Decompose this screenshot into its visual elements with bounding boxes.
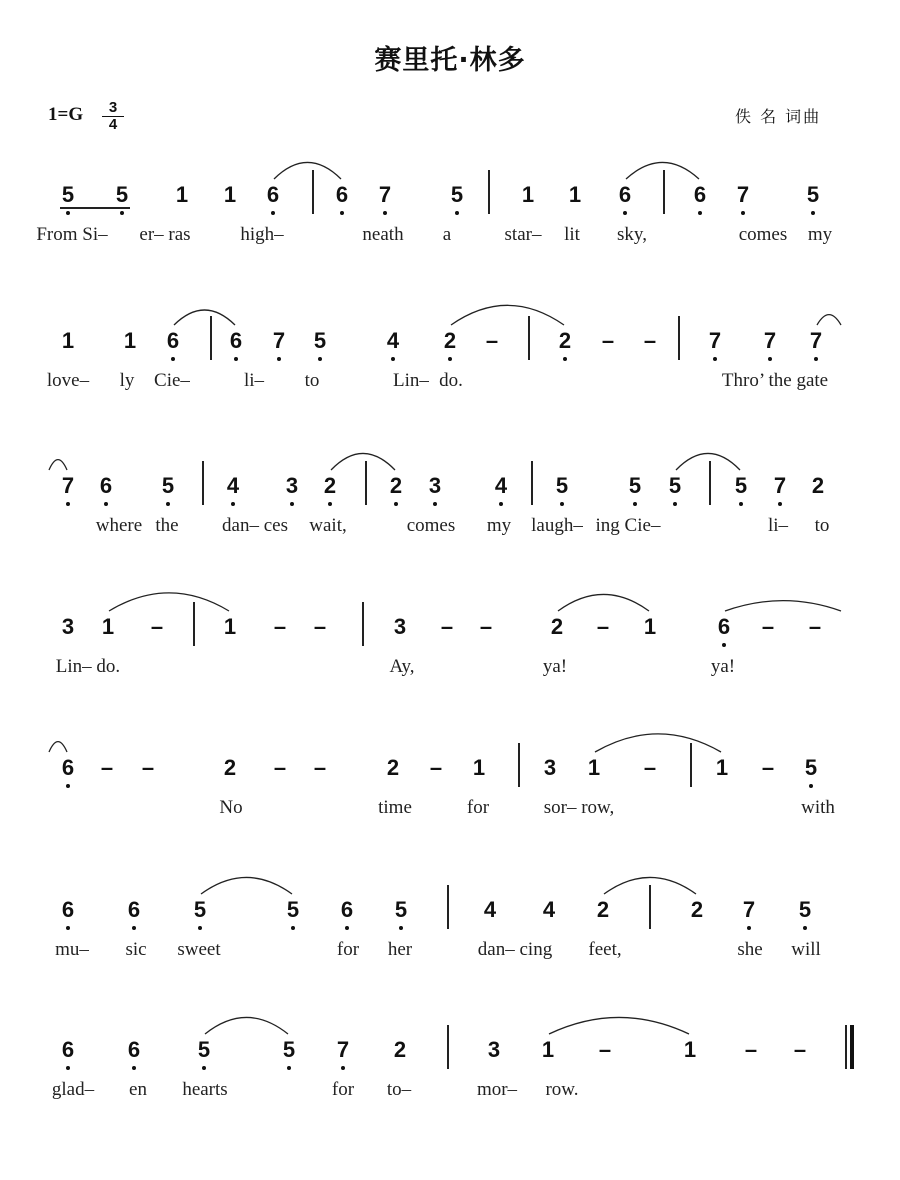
note: 5	[663, 473, 687, 499]
note: 5	[156, 473, 180, 499]
bar-line	[518, 743, 520, 787]
note: 3	[61, 614, 75, 639]
note: 5	[56, 182, 80, 208]
lyric-syllable: for	[331, 1079, 355, 1100]
note: 6	[56, 755, 80, 781]
note: 3	[423, 473, 447, 499]
note: 2	[596, 897, 610, 922]
note: 5	[793, 897, 817, 923]
sustain-dash: –	[761, 755, 775, 780]
note: 2	[690, 897, 704, 922]
note: 1	[472, 755, 486, 780]
note: 6	[335, 897, 359, 923]
slur	[48, 739, 68, 753]
bar-line	[447, 885, 449, 929]
note: 7	[331, 1037, 355, 1063]
note: 5	[550, 473, 574, 499]
note: 2	[223, 755, 237, 780]
credit: 佚 名 词曲	[735, 107, 822, 126]
lyric-syllable: ing Cie–	[595, 515, 661, 536]
note: 1	[715, 755, 729, 780]
lyric-syllable: mu–	[55, 939, 89, 960]
note: 1	[123, 328, 137, 353]
music-line	[0, 1037, 900, 1147]
sustain-dash: –	[479, 614, 493, 639]
sustain-dash: –	[100, 755, 114, 780]
music-line	[0, 473, 900, 583]
lyric-syllable: comes	[406, 515, 456, 536]
slur	[625, 158, 700, 180]
sustain-dash: –	[313, 614, 327, 639]
sustain-dash: –	[601, 328, 615, 353]
note: 1	[568, 182, 582, 207]
lyric-syllable: with	[801, 797, 835, 818]
page-title: 赛里托·林多	[374, 45, 526, 76]
lyric-syllable: high–	[240, 224, 284, 245]
note: 2	[386, 755, 400, 780]
lyric-syllable: sweet	[177, 939, 221, 960]
note: 5	[389, 897, 413, 923]
lyric-syllable: her	[387, 939, 413, 960]
sustain-dash: –	[313, 755, 327, 780]
note: 1	[175, 182, 189, 207]
slur	[330, 449, 396, 471]
note: 7	[703, 328, 727, 354]
lyric-syllable: my	[486, 515, 512, 536]
note: 5	[192, 1037, 216, 1063]
slur	[603, 873, 697, 895]
slur	[450, 300, 565, 326]
sustain-dash: –	[141, 755, 155, 780]
lyric-syllable: a	[442, 224, 452, 245]
lyric-syllable: No	[219, 797, 243, 818]
note: 5	[308, 328, 332, 354]
lyric-syllable: er– ras	[139, 224, 191, 245]
note: 1	[643, 614, 657, 639]
note: 6	[56, 897, 80, 923]
lyric-syllable: sor– row,	[543, 797, 615, 818]
note: 6	[261, 182, 285, 208]
lyric-syllable: Lin–	[393, 370, 429, 391]
note: 7	[804, 328, 828, 354]
sustain-dash: –	[808, 614, 822, 639]
sustain-dash: –	[440, 614, 454, 639]
note: 6	[122, 1037, 146, 1063]
note: 7	[373, 182, 397, 208]
lyric-syllable: to	[814, 515, 830, 536]
lyric-syllable: comes	[738, 224, 788, 245]
slur	[273, 158, 342, 180]
lyric-syllable: ya!	[710, 656, 736, 677]
sustain-dash: –	[429, 755, 443, 780]
sustain-dash: –	[273, 755, 287, 780]
lyric-syllable: li–	[767, 515, 789, 536]
sustain-dash: –	[596, 614, 610, 639]
note: 7	[267, 328, 291, 354]
note: 5	[188, 897, 212, 923]
slur	[200, 873, 293, 895]
music-line	[0, 614, 900, 724]
note: 1	[587, 755, 601, 780]
sustain-dash: –	[485, 328, 499, 353]
lyric-syllable: ly	[119, 370, 135, 391]
note: 1	[223, 614, 237, 639]
lyric-syllable: Lin– do.	[55, 656, 121, 677]
lyric-syllable: will	[791, 939, 821, 960]
final-bar-line-thin	[845, 1025, 847, 1069]
lyric-syllable: love–	[46, 370, 90, 391]
note: 4	[221, 473, 245, 499]
sustain-dash: –	[598, 1037, 612, 1062]
slur	[675, 449, 741, 471]
bar-line	[488, 170, 490, 214]
bar-line	[202, 461, 204, 505]
slur	[48, 457, 68, 471]
lyric-syllable: lit	[564, 224, 580, 245]
note: 5	[277, 1037, 301, 1063]
note: 6	[94, 473, 118, 499]
time-signature-denominator: 4	[108, 116, 118, 133]
note: 5	[799, 755, 823, 781]
note: 3	[543, 755, 557, 780]
note: 1	[541, 1037, 555, 1062]
bar-line	[678, 316, 680, 360]
note: 7	[768, 473, 792, 499]
lyric-syllable: dan– ces	[222, 515, 288, 536]
bar-line	[531, 461, 533, 505]
music-line	[0, 182, 900, 292]
music-line	[0, 897, 900, 1007]
note: 3	[280, 473, 304, 499]
beam	[60, 207, 130, 209]
lyric-syllable: row.	[545, 1079, 579, 1100]
lyric-syllable: to	[304, 370, 320, 391]
note: 6	[224, 328, 248, 354]
note: 2	[550, 614, 564, 639]
note: 1	[61, 328, 75, 353]
lyric-syllable: mor–	[476, 1079, 518, 1100]
lyric-syllable: li–	[243, 370, 265, 391]
lyric-syllable: for	[336, 939, 360, 960]
note: 7	[731, 182, 755, 208]
note: 6	[613, 182, 637, 208]
note: 6	[712, 614, 736, 640]
key-signature: 1=G	[48, 104, 84, 125]
note: 2	[393, 1037, 407, 1062]
slur	[173, 306, 236, 326]
note: 6	[161, 328, 185, 354]
bar-line	[447, 1025, 449, 1069]
note: 4	[542, 897, 556, 922]
note: 7	[737, 897, 761, 923]
sustain-dash: –	[744, 1037, 758, 1062]
slur	[557, 590, 650, 612]
lyric-syllable: time	[378, 797, 412, 818]
note: 2	[318, 473, 342, 499]
sustain-dash: –	[643, 328, 657, 353]
note: 4	[489, 473, 513, 499]
lyric-syllable: Ay,	[389, 656, 415, 677]
note: 2	[811, 473, 825, 498]
note: 5	[729, 473, 753, 499]
lyric-syllable: sky,	[617, 224, 647, 245]
lyric-syllable: neath	[362, 224, 404, 245]
note: 5	[110, 182, 134, 208]
bar-line	[362, 602, 364, 646]
note: 7	[56, 473, 80, 499]
lyric-syllable: for	[466, 797, 490, 818]
time-signature-numerator: 3	[102, 100, 124, 117]
note: 2	[438, 328, 462, 354]
lyric-syllable: sic	[125, 939, 147, 960]
note: 6	[688, 182, 712, 208]
sustain-dash: –	[761, 614, 775, 639]
slur	[816, 312, 842, 326]
lyric-syllable: Cie–	[154, 370, 190, 391]
note: 7	[758, 328, 782, 354]
slur	[204, 1013, 289, 1035]
lyric-syllable: dan– cing	[477, 939, 553, 960]
lyric-syllable: star–	[504, 224, 542, 245]
slur	[108, 588, 230, 612]
note: 1	[101, 614, 115, 639]
sustain-dash: –	[643, 755, 657, 780]
lyric-syllable: glad–	[51, 1079, 95, 1100]
lyric-syllable: where	[95, 515, 143, 536]
note: 4	[381, 328, 405, 354]
note: 6	[122, 897, 146, 923]
note: 3	[487, 1037, 501, 1062]
sustain-dash: –	[150, 614, 164, 639]
note: 2	[553, 328, 577, 354]
note: 5	[445, 182, 469, 208]
lyric-syllable: wait,	[309, 515, 347, 536]
note: 1	[223, 182, 237, 207]
lyric-syllable: Thro’ the gate	[721, 370, 829, 391]
music-line	[0, 755, 900, 865]
note: 6	[330, 182, 354, 208]
lyric-syllable: my	[807, 224, 833, 245]
final-bar-line-thick	[850, 1025, 854, 1069]
lyric-syllable: feet,	[588, 939, 622, 960]
lyric-syllable: laugh–	[531, 515, 583, 536]
lyric-syllable: to–	[386, 1079, 412, 1100]
slur	[724, 598, 842, 612]
note: 6	[56, 1037, 80, 1063]
note: 1	[521, 182, 535, 207]
slur	[594, 729, 722, 753]
note: 2	[384, 473, 408, 499]
music-line	[0, 328, 900, 438]
note: 3	[393, 614, 407, 639]
lyric-syllable: she	[737, 939, 763, 960]
note: 5	[623, 473, 647, 499]
lyric-syllable: From Si–	[36, 224, 108, 245]
lyric-syllable: the	[155, 515, 179, 536]
lyric-syllable: ya!	[542, 656, 568, 677]
sustain-dash: –	[793, 1037, 807, 1062]
slur	[548, 1013, 690, 1035]
lyric-syllable: en	[129, 1079, 147, 1100]
lyric-syllable: hearts	[182, 1079, 228, 1100]
time-signature	[102, 100, 124, 133]
note: 5	[281, 897, 305, 923]
note: 1	[683, 1037, 697, 1062]
note: 4	[483, 897, 497, 922]
note: 5	[801, 182, 825, 208]
sustain-dash: –	[273, 614, 287, 639]
lyric-syllable: do.	[439, 370, 463, 391]
